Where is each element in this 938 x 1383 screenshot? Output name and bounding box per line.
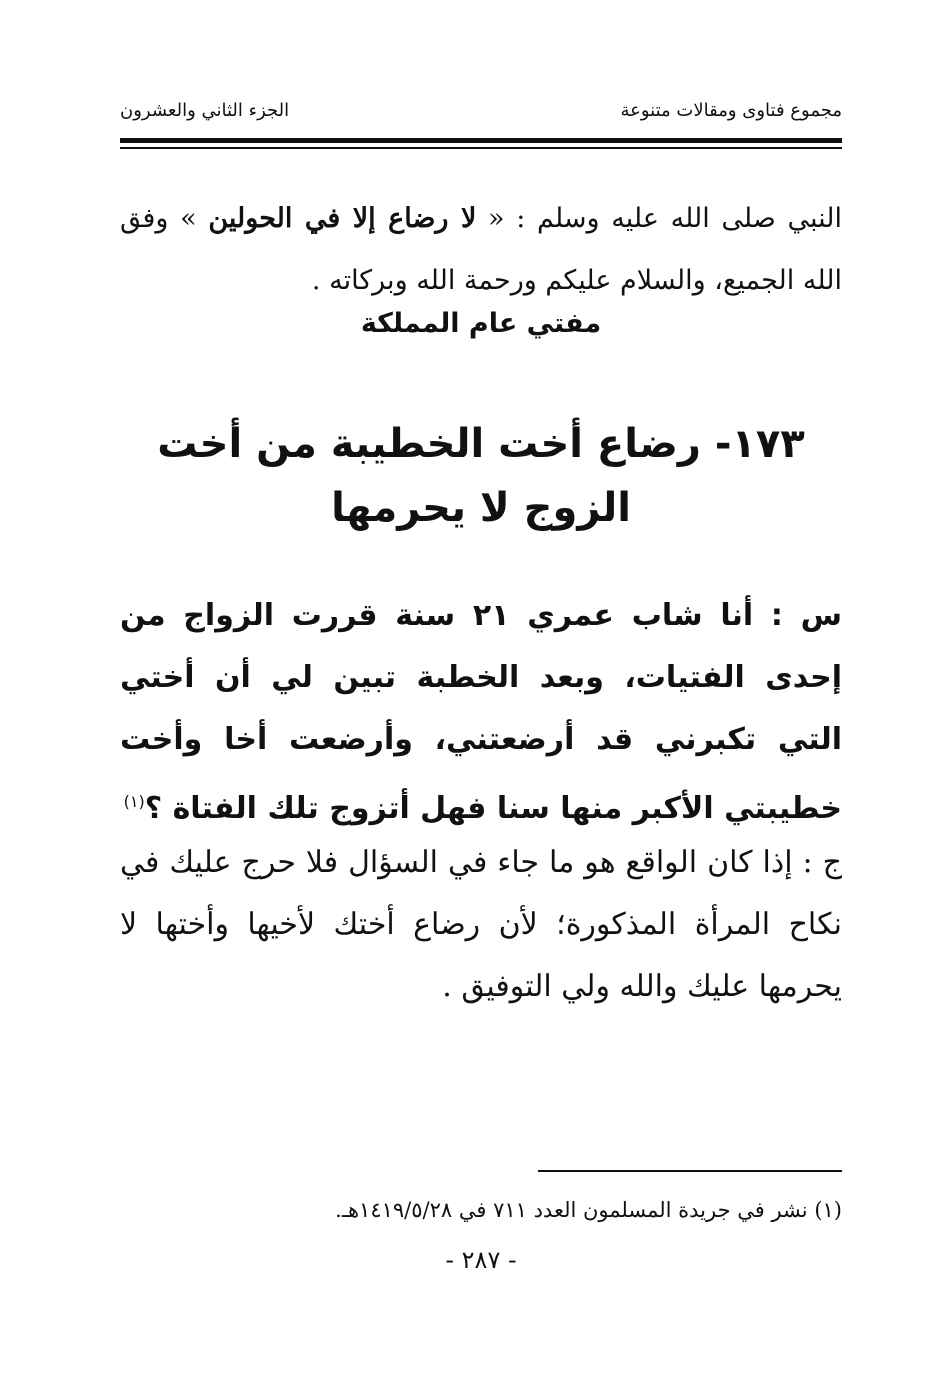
footnote-reference: (١) [123, 792, 145, 811]
running-header [120, 100, 842, 130]
question-paragraph [120, 585, 842, 840]
question-text: س : أنا شاب عمري ٢١ سنة قررت الزواج من إحدى الفتيات، وبعد الخطبة تبين لي أن أختي التي تكبرني قد أرضعتني، وأرضعت أخا وأخت خطيبتي الأكبر منها سنا فهل أتزوج تلك الفتاة ؟ [120, 598, 842, 826]
footnote: (١) نشر في جريدة المسلمون العدد ٧١١ في ١٤١٩/٥/٢٨هـ. [335, 1198, 842, 1222]
footnote-separator [538, 1170, 842, 1172]
intro-text-end: » وفق الله الجميع، والسلام عليكم ورحمة الله وبركاته . [120, 203, 842, 296]
answer-paragraph: ج : إذا كان الواقع هو ما جاء في السؤال فلا حرج عليك في نكاح المرأة المذكورة؛ لأن رضاع أختك لأخيها وأختها لا يحرمها عليك والله ولي التوفيق . [120, 845, 842, 1004]
hadith-quote: لا رضاع إلا في الحولين [208, 203, 477, 234]
volume-label: الجزء الثاني والعشرون [120, 100, 290, 121]
title-line-1: ١٧٣- رضاع أخت الخطيبة من أخت [157, 421, 805, 467]
intro-text-start: النبي صلى الله عليه وسلم : « [488, 203, 842, 234]
fatwa-title [120, 412, 842, 540]
intro-paragraph [120, 188, 842, 312]
header-rule-thick [120, 138, 842, 143]
signature: مفتي عام المملكة [360, 308, 602, 339]
title-line-2: الزوج لا يحرمها [331, 485, 631, 531]
book-title: مجموع فتاوى ومقالات متنوعة [620, 100, 842, 121]
header-rule-thin [120, 147, 842, 149]
page-number: - ٢٨٧ - [445, 1246, 517, 1274]
